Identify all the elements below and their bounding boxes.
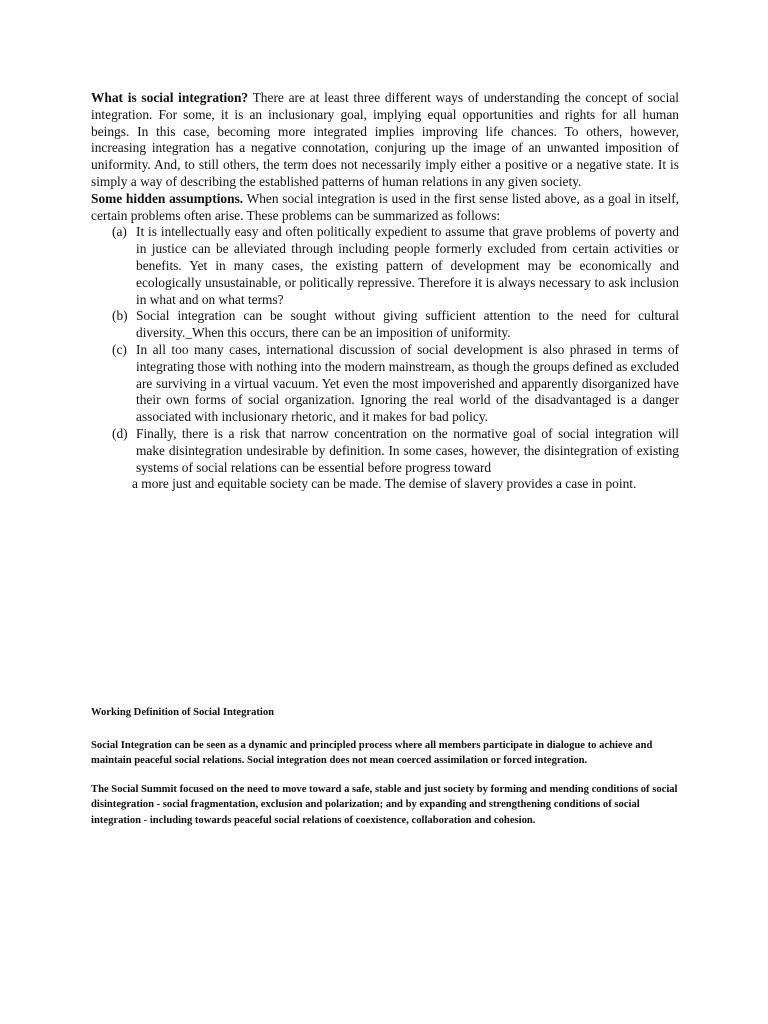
- list-item-marker: (c): [112, 341, 127, 357]
- document-body: [91, 90, 679, 493]
- working-definition-paragraph-2: The Social Summit focused on the need to move toward a safe, stable and just society by forming and mending conditions of social disintegration - social fragmentation, exclusion and polarization; and by expanding and strengthening conditions of social integration - including towards peaceful social relations of coexistence, collaboration and cohesion.: [91, 783, 678, 826]
- list-item: [91, 308, 679, 342]
- social-integration-paragraph: [91, 90, 679, 191]
- list-item: [91, 224, 679, 308]
- list-item-marker: (b): [112, 308, 128, 324]
- list-item: [91, 426, 679, 493]
- assumptions-list: [91, 224, 679, 493]
- list-item-text: Social integration can be sought without giving sufficient attention to the need for cultural diversity._When this occurs, there can be an imposition of uniformity.: [136, 308, 679, 341]
- list-item-marker: (d): [112, 425, 128, 441]
- working-definition-paragraph-1: Social Integration can be seen as a dynamic and principled process where all members participate in dialogue to achieve and maintain peaceful social relations. Social integration does not mean coerced assimilation or forced integration.: [91, 739, 653, 767]
- list-item: [91, 342, 679, 426]
- working-definition-section: [91, 706, 681, 841]
- social-integration-text: There are at least three different ways of understanding the concept of social integration. For some, it is an inclusionary goal, implying equal opportunities and rights for all human beings. In this case, becoming more integrated implies improving life chances. To others, however, increasing integration has a negative connotation, conjuring up the image of an unwanted imposition of uniformity. And, to still others, the term does not necessarily imply either a positive or a negative state. It is simply a way of describing the established patterns of human relations in any given society.: [91, 90, 680, 189]
- list-item-text: It is intellectually easy and often politically expedient to assume that grave problems of poverty and in justice can be alleviated through including people formerly excluded from certain activities or benefits. Yet in many cases, the existing pattern of development may be economically and ecologically unsustainable, or politically repressive. Therefore it is always necessary to ask inclusion in what and on what terms?: [136, 224, 679, 307]
- working-definition-heading: Working Definition of Social Integration: [91, 707, 275, 718]
- list-item-tail-text: a more just and equitable society can be made. The demise of slavery provides a case in point.: [132, 476, 637, 492]
- hidden-assumptions-text: When social integration is used in the first sense listed above, as a goal in itself, certain problems often arise. These problems can be summarized as follows:: [91, 190, 679, 223]
- list-item-text: Finally, there is a risk that narrow concentration on the normative goal of social integration will make disintegration undesirable by definition. In some cases, however, the disintegration of existing systems of social relations can be essential before progress toward: [136, 425, 679, 475]
- social-integration-heading: What is social integration?: [91, 90, 249, 105]
- hidden-assumptions-heading: Some hidden assumptions.: [91, 190, 244, 206]
- list-item-text: In all too many cases, international discussion of social development is also phrased in terms of integrating those with nothing into the modern mainstream, as though the groups defined as excluded are surviving in a virtual vacuum. Yet even the most impoverished and apparently disorganized have their own forms of social organization. Ignoring the real world of the disadvantaged is a danger associated with inclusionary rhetoric, and it makes for bad policy.: [136, 341, 679, 425]
- list-item-marker: (a): [112, 224, 127, 240]
- hidden-assumptions-paragraph: [91, 191, 679, 225]
